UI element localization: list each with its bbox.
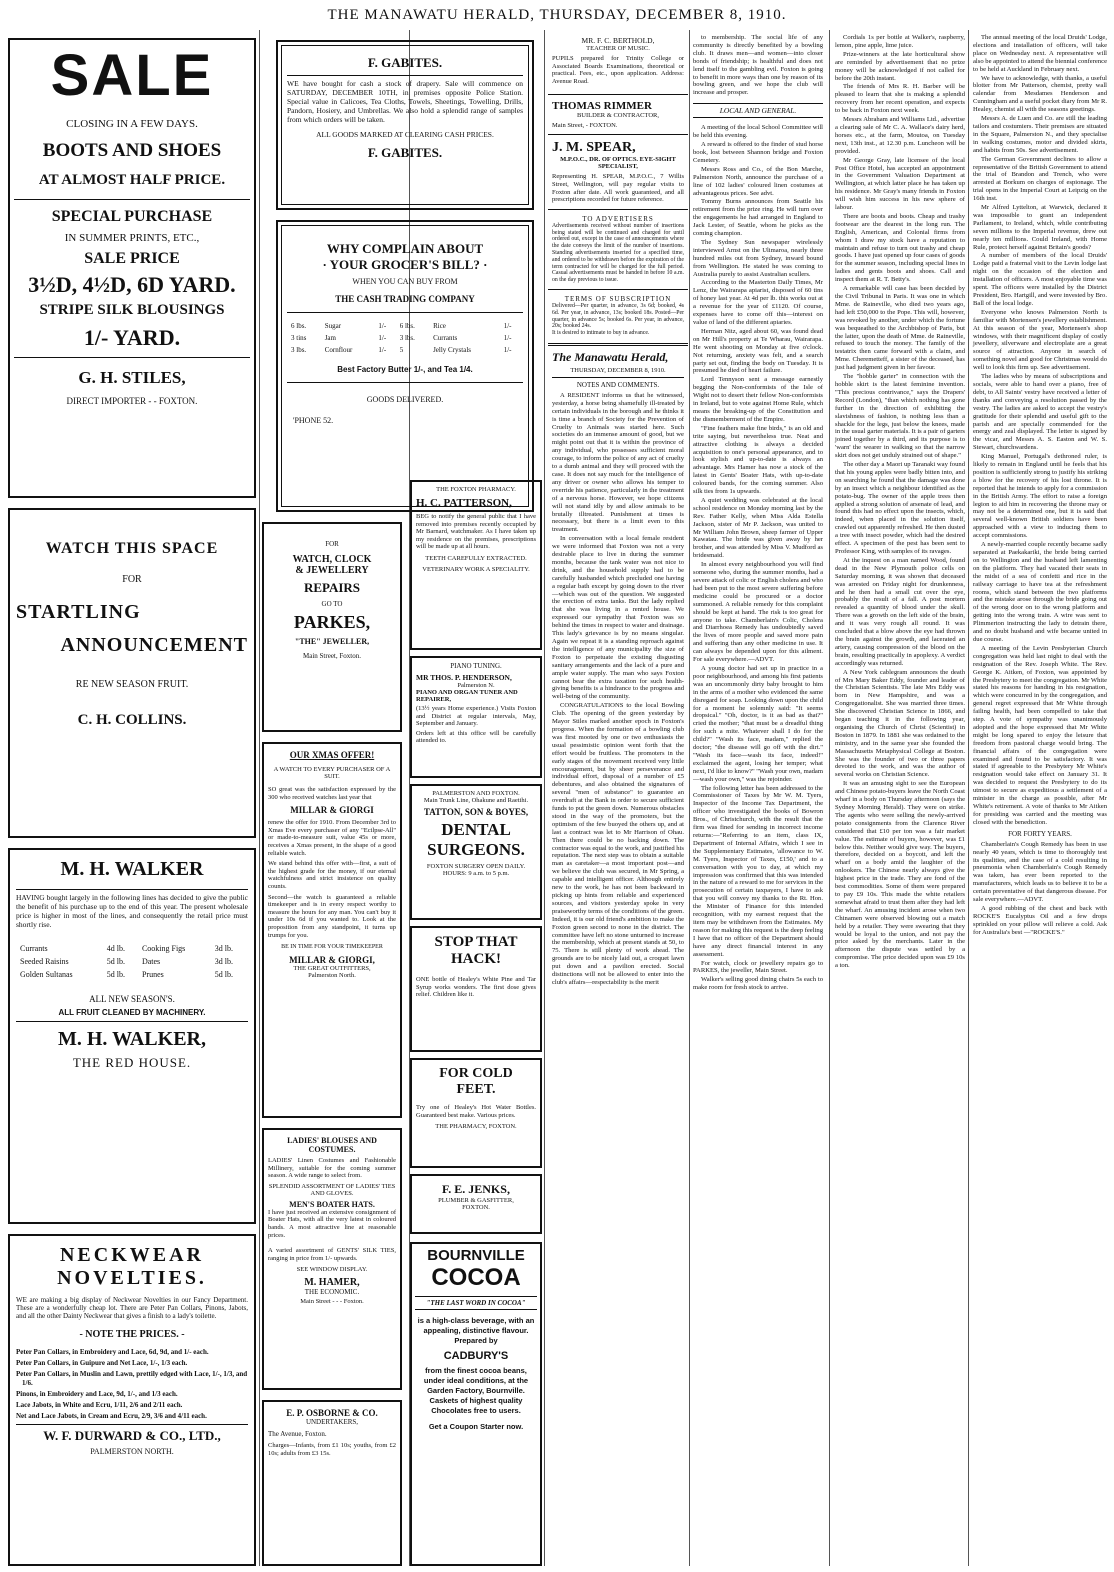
dateline: THURSDAY, DECEMBER 8, 1910. [570, 366, 666, 374]
paragraph: A reward is offered to the finder of stud horse book, lost between Shannon bridge and Foxton Cemetery. [693, 141, 823, 164]
go-to: GO TO [321, 600, 343, 608]
paragraph: to membership. The social life of any community is directly benefited by a bowling club. It draws men—and women—into closer bonds of friendship; is healthful and does not lend itself to the gambling evil. Foxton is going to benefit in more ways than one by reason of its bowling green, and we hope the club will increase and prosper. [693, 34, 823, 97]
dental-name: TATTON, SON & BOYES, [423, 807, 529, 817]
price-cell: 3 tins [291, 334, 307, 342]
column-4 [548, 30, 688, 1566]
paragraph: There are boots and boots. Cheap and trashy footwear are the dearest in the long run. The English, American, and Colonial firms from whom I draw my stock have a reputation to maintain and refuse to turn out trashy and cheap goods. I have just opened up four cases of goods for the summer season, including special lines in ladies and gents boots and shoes. Call and inspect them at R. T. Betty's. [835, 212, 965, 284]
millar-name: MILLAR & GIORGI [290, 805, 374, 816]
osborne-address: The Avenue, Foxton. [268, 1430, 327, 1438]
price-item: Peter Pan Collars, in Embroidery and Lace, 6d, 9d, and 1/- each. [16, 1347, 209, 1356]
shilling-price: 1/- YARD. [83, 325, 181, 350]
paragraph: A good rubbing of the chest and back with ROCKE'S Eucalyptus Oil and a few drops sprinkled on your pillow will relieve a cold. Ask for Australia's best —"ROCKE'S." [973, 904, 1107, 936]
walker-price-table [16, 941, 248, 982]
price-cell: 5d lb. [106, 970, 125, 979]
advertisers-head: TO ADVERTISERS [582, 214, 654, 223]
price-cell: 1/- [378, 322, 387, 330]
price-row [18, 943, 246, 954]
forty-years-body [973, 841, 1107, 937]
paragraph: In conversation with a local female resident we were informed that Foxton was not a very desirable place to live in during the summer months, because the tank water was not nice to drink, and the household supply had to be carefully husbanded which precluded one having a regular bath except by going down to the river—which was out of the question. We suggested the erection of extra tanks. But the lady replied that she was living in a rented house. We expressed our sympathy that Foxton was so behind the times in respect to water and drainage. This lady's grievance is by no means singular. Again we repeat it is a standing reproach against the intelligence of any municipality the size of Foxton to perpetuate the existing disgusting sanitary arrangements and the lack of a pure and ample water supply. The man who says Foxton cannot bear the extra taxation for such health-giving benefits is a hindrance to the progress and well-being of the community. [552, 535, 684, 701]
watch-offer: A WATCH TO EVERY PURCHASER OF A SUIT. [273, 766, 391, 780]
millar-body-1: SO great was the satisfaction expressed by the 300 who received watches last year that [268, 786, 396, 801]
gabites-body: WE have bought for cash a stock of drapery. Sale will commence on SATURDAY, DECEMBER 10TH, in premises opposite Police Station. Special value in Calicoes, Tea Cloths, Towels, Sheetings, Towelling, Drills, Pandorn, Hosiery, and Umbrellas. We also hold a splendid range of samples from which orders will be taken. [287, 79, 523, 124]
price-cell: 3 lbs. [399, 334, 415, 342]
dental-ad [410, 784, 542, 920]
parkes-ad [262, 522, 402, 732]
subscription-head: TERMS OF SUBSCRIPTION [564, 294, 672, 303]
stripe-silk: STRIPE SILK BLOUSINGS [39, 302, 225, 318]
be-in-time: BE IN TIME FOR YOUR TIMEKEEPER [281, 944, 383, 951]
jenks-name: F. E. JENKS, [442, 1182, 510, 1196]
economic: THE ECONOMIC. [304, 1288, 360, 1297]
ties-gloves: SPLENDID ASSORTMENT OF LADIES' TIES AND GLOVES. [268, 1182, 396, 1197]
paragraph: According to the Masterton Daily Times, Mr Lenz, the Wairarapa apiarist, disposed of 60 tins of honey last year. At 4d per lb. this works out at a revenue for the year of £1120. Of course, expenses have to come off this—interest on value of land of the different apiaries. [693, 279, 823, 326]
price-cell: 1/- [378, 346, 387, 354]
all-new: ALL NEW SEASON'S. [89, 994, 175, 1004]
walker-name-2: M. H. WALKER, [58, 1028, 206, 1050]
stiles-sub: DIRECT IMPORTER - - FOXTON. [66, 396, 198, 406]
paragraph: A number of members of the local Druids' Lodge paid a fraternal visit to the Levin lodge last night on the occasion of the election and installation of officers. A most enjoyable time was spent. The officers were installed by the District President, Bro. Hartgill, and were invested by Bro. Ball of the local lodge. [973, 252, 1107, 307]
henderson-place: Palmerston N. [457, 682, 495, 689]
paragraph: A meeting of the local School Committee will be held this evening. [693, 124, 823, 140]
note-prices: - NOTE THE PRICES. - [79, 1328, 185, 1340]
paragraph: At the inquest on a man named Wood, found dead in the New Plymouth police cells on Saturday morning, it was shown that deceased was arrested on Friday night for drunkenness, and he then had a small cut over the eye, probably the result of a fall. A post mortem revealed a quantity of blood under the skull. There was a growth on the left side of the brain, and it was very rough all round. It was concluded that a blow above the eye had thrown the brain against the growth, and lacerated an artery, causing compression of the blood on the brain, resulting practically in apoplexy. A verdict accordingly was returned. [835, 556, 965, 667]
stop-that: STOP THAT [434, 934, 518, 950]
millar-place: Palmerston North. [308, 972, 356, 980]
paragraph: A quiet wedding was celebrated at the local school residence on Monday morning last by the Rev. Father Kelly, when Miss Alda Estella Jackson, sister of Mr P. Jackson, was united to Mr William John Brown, sheep farmer of Upper Kawatau. The bride was given away by her brother, and was attended by Miss V. Mudford as bridesmaid. [693, 496, 823, 560]
paragraph: The Sydney Sun newspaper wirelessly interviewed Arnst on the Ulimaroa, nearly three hundred miles out from Sydney, inward bound from Wellington. He stated he was coming to Australia purely to assist Australian scullers. [693, 238, 823, 278]
osborne-name: E. P. OSBORNE & CO. [286, 1408, 378, 1418]
berthold-ad [548, 30, 688, 91]
hamer-body-2: I have just received an extensive consignment of Boater Hats, with all the very latest in coloured bands. A most attractive line at reasonable prices. [268, 1208, 396, 1239]
paragraph: The German Government declines to allow a representative of the British Government to attend the trial of Brandon and Trench, who were arrested at Borkum on charges of espionage. The trial opens in the Imperial Court at Leipzig on the 16th inst. [973, 155, 1107, 203]
hack-ad [410, 926, 542, 1052]
advertisers-body: Advertisements received without number of insertions being stated will be continued and charged for until ordered out, except in the case of announcements where the date conveys the limit of the number of insertions. Standing advertisements inserted for a specified time, and ordered to be withdrawn before the expiration of the term contracted for will be charged for the full period. Casual advertisements must be handed in before 10 a.m. on the day previous to issue. [552, 222, 684, 284]
cocoa-body-2: from the finest cocoa beans, under ideal conditions, at the Garden Factory, Bournville. Caskets of highest quality Chocolates free to users. [423, 1366, 529, 1415]
walker-name: M. H. WALKER [60, 858, 204, 880]
column-7 [970, 30, 1110, 1566]
osborne-charges: Charges—Infants, from £1 10s; youths, from £2 10s; adults from £3 15s. [268, 1442, 396, 1457]
phone: 'PHONE 52. [293, 416, 334, 425]
piano-tuning: PIANO TUNING. [450, 662, 502, 670]
price-cell: 5d lb. [214, 970, 233, 979]
henderson-orders: Orders left at this office will be carefully attended to. [416, 729, 536, 745]
price-cell: Jam [324, 334, 336, 342]
stiles-ad [8, 38, 256, 498]
paragraph: The following letter has been addressed to the Commissioner of Taxes by Mr W. M. Tyers, Inspector of the Income Tax Department, the officer who investigated the books of Bowron Bros., of Christchurch, with the result that the firm was fined for sending in incorrect income returns:—"Referring to an item, class IX, Department of Internal Affairs, which I see in the Supplementary Estimates, 'allowance to W. M. Tyers, Inspector of Taxes, £150,' and to a conversation with you to day, at which my impression was confirmed that this was intended in the nature of a reward to me for services in the prosecution of certain taxpayers, I have to ask that you will convey my thanks to the Rt. Hon. the Minister of Finance for this intended recognition, with my earnest request that the item may be withdrawn from the Estimates. My reason for making this request is the deep feeling I have that no officer of the Department should have any direct financial interest in any assessment. [693, 784, 823, 958]
price-cell: 6 lbs. [399, 322, 415, 330]
jenks-ad [410, 1174, 542, 1234]
paragraph: Herman Nitz, aged about 60, was found dead on Mr Hill's property at Te Wharau, Wairarapa. He went shooting on Monday at five o'clock. Not returning, anxiety was felt, and a search party set out, finding the body on Tuesday. It is presumed he died of heart failure. [693, 327, 823, 375]
millar-ad [262, 742, 402, 1118]
boater-hats: MEN'S BOATER HATS. [289, 1199, 375, 1209]
paragraph: CONGRATULATIONS to the local Bowling Club. The opening of the green yesterday by Mayor Stiles marked another epoch in Foxton's progress. When the formation of a bowling club was first mooted by one or two enthusiasts the usual pessimistic opinion went forth that the effort would be fruitless. The promoters in the early stages of the movement received very little encouragement, but by sheer perseverance and individual effort, disposal of a number of £5 debentures, and also obtained the signatures of several "men of substance" to guarantee an overdraft at the Bank in order to secure sufficient funds to put the green down. Numerous obstacles stood in the way of the promoters, but the optimism of the few buoyed the others up, and at last a contract was let to Mr Harrison of Ohau. Then there could be no backing down. The contractor was equal to the work, and justified his reputation. The next step was to obtain a suitable man as caretaker—a most important post—and we believe the club was secured, in Mr Spring, a capable and intelligent officer. Although entirely new to the work, he has not been backward in picking up hints from reliable and experienced sources, and visitors yesterday spoke in very praiseworthy terms of the conditions of the green. Indeed, it is our old friend's ambition to make the Foxton green second to none in the district. The committee have left no stone unturned to increase the membership, which at present stands at 50, to 75. There is still plenty of work ahead. The grounds are to be nicely laid out, a croquet lawn put down and a pavilion erected. Social distinctions will not be allowed to enter into the club's affairs—respectability is the merit [552, 702, 684, 986]
column-rule [968, 30, 969, 1566]
jewellery: & JEWELLERY [295, 565, 369, 576]
cold-feet-ad [410, 1058, 542, 1168]
parkes-for: FOR [325, 540, 339, 548]
masthead: THE MANAWATU HERALD, THURSDAY, DECEMBER 8, 1910. [327, 7, 787, 23]
advertisers-notice [548, 213, 688, 286]
henderson-name: MR THOS. P. HENDERSON, [416, 673, 512, 682]
price-item: Peter Pan Collars, in Muslin and Lawn, prettily edged with Lace, 1/-, 1/3, and 1/6. [16, 1369, 248, 1387]
osborne-ad [262, 1400, 402, 1566]
price-cell: 5 [399, 346, 404, 354]
dental-head: PALMERSTON AND FOXTON. [432, 790, 520, 797]
price-cell: 3 lbs. [291, 346, 307, 354]
paragraph: The other day a Maori up Taranaki way found that his young apples were badly bitten into, and on searching he found that the damage was done by an insect which a neighbour identified as the potato-bug. The owner of the apple trees then applied a strong solution of arsenate of lead, and found this had no effect upon the insects, which, indeed, when placed in the solution itself, crawled out apparently refreshed. He then dusted a tree with insect powder, which had the desired effect. A specimen of the pest has been sent to Professor King, with samples of its ravages. [835, 461, 965, 555]
closing-text: CLOSING IN A FEW DAYS. [66, 118, 198, 130]
watch-this-space: WATCH THIS SPACE [45, 540, 219, 557]
when-buy: WHEN YOU CAN BUY FROM [352, 277, 458, 286]
cocoa-ad [410, 1242, 542, 1566]
henderson-body: (13½ years Home experience.) Visits Foxton and District at regular intervals, May, September and January. [416, 705, 536, 728]
cash-trading-company: THE CASH TRADING COMPANY [335, 294, 475, 304]
millar-body-3: We stand behind this offer with—first, a suit of the highest grade for the money, if our eternal watchfulness and strict insistence on quality counts. [268, 860, 396, 890]
paragraph: A RESIDENT informs us that he witnessed, yesterday, a horse being shamefully ill-treated by certain individuals in the borough and he thinks it is time a branch of Society for the Prevention of Cruelty to Animals was started here. Such societies do an immense amount of good, but we might point out that it is within the province of any individual, who possesses sufficient moral courage, to inform the police of any act of cruelty to a dumb animal and they will proceed with the case. It does not say much for the intelligence of any driver or owner who allows his temper to override his patience, particularly in the treatment of a nervous horse. However, we hope citizens will not stand idly by and allow animals to be brutally illtreated. Punishment at times is necessary, but there is a limit even to this treatment. [552, 391, 684, 534]
paragraph: Tommy Burns announces from Seattle his retirement from the prize ring. He will turn over the engagements he had arranged in England to Jack Lester, of Seattle, whom he picks as the coming champion. [693, 198, 823, 238]
butter-tea: Best Factory Butter 1/-, and Tea 1/4. [337, 365, 473, 374]
bournville: BOURNVILLE [427, 1247, 525, 1264]
local-body [693, 124, 823, 992]
boots-heading: BOOTS AND SHOES [42, 140, 222, 161]
column-rule [544, 30, 545, 1566]
cocoa-body: is a high-class beverage, with an appealing, distinctive flavour. Prepared by [417, 1316, 535, 1345]
price-cell: 1/- [503, 346, 512, 354]
millar-body-2: renew the offer for 1910. From December 3rd to Xmas Eve every purchaser of any "Ecilpse-All" or made-to-measure suit, value 45s or more, receives a Xmas present, in the shape of a good reliable watch. [268, 819, 396, 857]
surgery-hours: HOURS: 9 a.m. to 5 p.m. [442, 870, 510, 877]
dental-word: DENTAL [441, 820, 511, 839]
price-cell: 6 lbs. [291, 322, 307, 330]
paragraph: The annual meeting of the local Druids' Lodge, elections and installation of officers, will take place on Wednesday next. A representative will also be appointed to attend the biennial conference to be held at Auckland in February next. [973, 34, 1107, 73]
column-6 [832, 30, 968, 1566]
subscription-notice [548, 293, 688, 339]
price-cell: 1/- [503, 334, 512, 342]
price-cell: 1/- [378, 334, 387, 342]
price-row [18, 969, 246, 980]
coupon: Get a Coupon Starter now. [428, 1422, 524, 1431]
gabites-name-2: F. GABITES. [367, 145, 443, 160]
subscription-body: Delivered—Per quarter, in advance, 3s 6d; booked, 4s 6d. Per year, in advance, 13s; booked 18s. Posted—Per quarter, in advance 5s; booked 6s. Per year, in advance, 20s; booked 24s. [552, 302, 684, 330]
collins-ad [8, 508, 256, 838]
price-cell: 3d lb. [214, 944, 233, 953]
blouses-head: LADIES' BLOUSES AND COSTUMES. [287, 1136, 377, 1154]
announcement-text: ANNOUNCEMENT [60, 634, 248, 656]
dental-sub: Main Trunk Line, Ohakune and Raetihi. [423, 797, 529, 804]
watch-clock: WATCH, CLOCK [292, 554, 372, 565]
subscription-note: It is desired to intimate to buy in advance. [552, 330, 650, 337]
undertakers: UNDERTAKERS, [305, 1418, 359, 1426]
window-display: SEE WINDOW DISPLAY. [296, 1266, 368, 1274]
for-text: FOR [122, 574, 142, 585]
summer-prints: IN SUMMER PRINTS, ETC., [64, 232, 200, 244]
spear-name: J. M. SPEAR, [552, 140, 636, 156]
paragraph: Mr Alfred Lyttelton, at Warwick, declared it was impossible to grant an independent Parliament, to Ireland, which, while contributing seven millions to the Imperial revenue, drew out nearly ten millions. Could Ireland, with Home Rule, protect herself against Britain's goods? [973, 204, 1107, 251]
price-cell: Prunes [141, 970, 164, 979]
paragraph: In almost every neighbourhood you will find someone who, during the summer months, had a severe attack of colic or English cholera and who had been put to the most severe suffering before medicine could be procured or a doctor summoned. A reliable remedy for this complaint should be kept at hand. The risk is too great for anyone to take. Chamberlain's Colic, Cholera and Diarrhoea Remedy has undoubtedly saved the lives of more people and saved more pain and suffering than any other medicine in use. It can always be depended upon for this ailment. For sale everywhere.—ADVT. [693, 561, 823, 664]
surgery-open: FOXTON SURGERY OPEN DAILY. [426, 863, 526, 870]
hack-word: HACK! [451, 951, 501, 967]
rimmer-ad [548, 98, 688, 131]
paragraph: A meeting of the Levin Presbyterian Church congregation was held last night to deal with the resignation of the Rev. Joseph White. The Rev. George K. Aitken, of Foxton, was appointed by the Presbytery to meet the congregation. Mr White stated his reasons for handing in his resignation, which were concurred in by the congregation, and general regret expressed that Mr White through failing health, had been compelled to take that step. A vote of sympathy was unanimously adopted and the hope expressed that Mr White might be long spared to enjoy the leisure that freedom from pastoral charge would bring. The financial affairs of the congregation were examined and found to be satisfactory. It was stated if agreeable to the Presbytery Mr White's resignation would take effect on January 31. It was decided to request the Presbytery to do its utmost to secure as expeditious a settlement of a minister in the charge as possible, after Mr White's retirement. A vote of thanks to Mr Aitken for presiding was carried and the meeting was closed with the benediction. [973, 644, 1107, 826]
pharmacy-head: THE FOXTON PHARMACY. [436, 486, 516, 493]
price-cell: Currants [433, 334, 458, 342]
paragraph: Lord Tennyson sent a message earnestly begging the Non-conformists of the Isle of Wight not to desert their fellow Non-conformists in Ireland, but to vote against Home Rule, which means the breaking-up of the Constitution and the dismemberment of the Empire. [693, 376, 823, 423]
paragraph: For watch, clock or jewellery repairs go to PARKES, the jeweller, Main Street. [693, 959, 823, 975]
red-house: THE RED HOUSE. [72, 1055, 192, 1070]
durward-place: PALMERSTON NORTH. [90, 1446, 174, 1456]
veterinary: VETERINARY WORK A SPECIALITY. [422, 565, 530, 573]
local-heading: LOCAL AND GENERAL. [693, 103, 823, 118]
price-cell: Rice [433, 322, 446, 330]
stiles-name: G. H. STILES, [78, 368, 186, 387]
why-complain: WHY COMPLAIN ABOUT [326, 241, 484, 256]
paragraph: Mr George Gray, late licensee of the local Post Office Hotel, has accepted an appointment in the Government Valuation Department at Wellington, at which latter place he has taken up his residence. Mr Gray's many friends in Foxton will wish him success in his new sphere of labour. [835, 156, 965, 212]
paragraph: A remarkable will case has been decided by the Civil Tribunal in Paris. It was one in which Mme. de Raineville, who died two years ago, had left £50,000 to the Pope. This will, however, was revoked by another, under which the fortune was bequeathed to the Archbishop of Paris, but the latter, upon the death of Mme. de Raineville, refused to touch the money. The family of the testatrix then came forward with a claim, and Mme. Cheremetteff, a sister of the deceased, has just had judgment given in her favour. [835, 285, 965, 372]
goods-delivered: GOODS DELIVERED. [366, 395, 444, 404]
collins-name: C. H. COLLINS. [77, 712, 187, 728]
paragraph: It was an amusing sight to see the European and Chinese potato-buyers leave the North Coast wharf in a body on Thursday afternoon (says the Sydney Morning Herald). They were on strike. The agents who were selling the newly-arrived potato consignments from the Clarence River considered that £10 per ton was a fair market value. The estimate of buyers, however, was £1 below this. Neither would give way. The buyers, therefore, decided on a boycott, and left the wharf on a body amid the laughter of the onlookers. The Chinese nearly always give the highest price in the trade. They are fond of the best commodities. Some of them were prepared to pay £9 10s. This made the white retailers somewhat afraid to trust them after they had left the wharf. An amusing incident arose when two Chinamen were observed blowing out a match held by a retailer. They were swearing that they would be loyal to the union, and not pay the price asked by the merchants. Later in the afternoon the dispute was settled by a compromise. The price decided upon was £9 10s a ton. [835, 780, 965, 970]
price-cell: Golden Sultanas [20, 970, 73, 979]
henderson-ad [410, 656, 542, 778]
rimmer-name: THOMAS RIMMER [552, 100, 652, 113]
nameplate: The Manawatu Herald, [552, 349, 669, 364]
gabites-name: F. GABITES. [367, 55, 443, 70]
price-cell: Cornflour [324, 346, 353, 354]
grocer-bill: · YOUR GROCER'S BILL? · [322, 257, 488, 272]
durward-name: W. F. DURWARD & CO., LTD., [43, 1427, 221, 1443]
startling-text: STARTLING [16, 601, 141, 623]
hamer-ad [262, 1128, 402, 1390]
paragraph: A newly-married couple recently became sadly separated at Paekakariki, the bride being carried on to Wellington and the husband left lamenting on the platform. They had vacated their seats in the midst of a sea of confetti and rice in the railway carriage to have tea at the refreshment rooms, which stand between the two platforms and the mistake arose through the bride going out of the wrong door on to the wrong platform and getting into the wrong train. A wire was sent to Plimmerton instructing the lady to detrain there, and no doubt husband and wife became united in due course. [973, 541, 1107, 643]
berthold-name: MR. F. C. BERTHOLD, [581, 36, 655, 45]
price-cell: Seeded Raisins [20, 957, 69, 966]
paragraph: Prize-winners at the late horticultural show are reminded by advertisement that no prize money will be acknowledged if not called for before the 20th instant. [835, 50, 965, 82]
local-body-3 [973, 34, 1107, 827]
paragraph: Messrs A. de Luen and Co. are still the leading tailors and costumiers. Their premises are situated in the Square, Palmerston N., and they specialise in walking costumes, motor and divided skirts, and habits from 50s. See advertisement. [973, 115, 1107, 154]
spear-sub: M.P.O.C., DR. OF OPTICS. EYE-SIGHT SPECIALIST, [560, 156, 676, 171]
notes-body [552, 392, 684, 987]
local-intro [693, 34, 823, 97]
paragraph: Chamberlain's Cough Remedy has been in use nearly 40 years, which is time to thoroughly test its qualities, and the case of a cold resulting in pneumonia when Chamberlain's Cough Remedy was taken, has ever been reported to the manufacturers, which leads us to believe it to be a certain preventative of that dangerous disease. For sale everywhere.—ADVT. [973, 840, 1107, 904]
paragraph: Walker's selling good dining chairs 5s each to make room for fresh stock to arrive. [693, 976, 823, 992]
parkes-street: Main Street, Foxton. [303, 652, 361, 660]
paragraph: We have to acknowledge, with thanks, a useful blotter from Mr Patterson, chemist, pretty wall calendar from Mesdames Henderson and Cunningham and a useful pocket diary from Mr R. Healey, chemist all with the seasons greetings. [973, 74, 1107, 114]
jenks-place: FOXTON. [462, 1204, 490, 1211]
local-body-2 [835, 34, 965, 970]
novelties-heading: NOVELTIES. [57, 1267, 207, 1289]
price-cell: Cooking Figs [141, 944, 186, 953]
teeth: TEETH CAREFULLY EXTRACTED. [425, 554, 527, 562]
price-cell: Currants [20, 944, 48, 953]
walker-intro: HAVING bought largely in the following lines has decided to give the public the benefit of his purchase up to the end of this year. The present wholesale price is higher in most of the lines, and consequently the retail price must shortly rise. [16, 893, 248, 929]
tuner-title: PIANO AND ORGAN TUNER AND REPAIRER, [416, 689, 518, 703]
notes-heading: NOTES AND COMMENTS. [576, 380, 660, 389]
spear-ad [548, 138, 688, 205]
column-rule [259, 30, 260, 1566]
paragraph: Everyone who knows Palmerston North is familiar with Mortensen's jewellery establishment. At this season of the year, Mortensen's shop windows, with their magnificent display of costly jewellery, silverware and electroplate are a great source of attraction. Anyone in search of something novel and good for Christmas would do well to look this firm up. See advertisement. [973, 308, 1107, 372]
hamer-body-3: A varied assortment of GENTS' SILK TIES, ranging in price from 1/- upwards. [268, 1247, 396, 1262]
repairs: REPAIRS [303, 580, 361, 595]
column-1 [8, 30, 256, 1566]
sale-price-label: SALE PRICE [84, 250, 180, 267]
price-cell: 1/- [503, 322, 512, 330]
paragraph: A young doctor had set up in practice in a poor neighbourhood, and among his first patients was an uncommonly dirty baby brought to him in the arms of a mother who evidenced the same disregard for soap. Looking down upon the child for a moment he solemnly said: "It seems dropsical." "Oh, doctor, is it as bad as that?" cried the mother; "that must be a dreadful thing for such a mite. Whatever shall I do for the child?" "Wash its face, madam," replied the doctor; "the disease will go off with the dirt." "Wash its face—wash its face, indeed!" exclaimed the agent, losing her temper; what next, I'd like to know?" "Wash your own, madam—wash your own," was the rejoinder. [693, 664, 823, 783]
rimmer-street: Main Street, - FOXTON. [552, 122, 618, 130]
outfitters: THE GREAT OUTFITTERS, [293, 965, 371, 973]
last-word: "THE LAST WORD IN COCOA" [415, 1296, 537, 1310]
price-cell: Jelly Crystals [433, 346, 471, 354]
cold-body: Try one of Healey's Hot Water Bottles. Guaranteed best make. Various prices. [416, 1104, 536, 1119]
walker-ad [8, 848, 256, 1224]
cold-sig: THE PHARMACY, FOXTON. [435, 1123, 517, 1131]
cocoa-word: COCOA [431, 1264, 521, 1291]
durward-items [16, 1348, 248, 1421]
hamer-street: Main Street - - - Foxton. [300, 1298, 364, 1306]
fruit-cleaned: ALL FRUIT CLEANED BY MACHINERY. [58, 1008, 206, 1017]
pharmacy-ad [410, 480, 542, 650]
price-item: Lace Jabots, in White and Ecru, 1/11, 2/6 and 2/11 each. [16, 1400, 183, 1409]
millar-name-2: MILLAR & GIORGI, [289, 955, 375, 966]
forty-years-heading: FOR FORTY YEARS. [1008, 829, 1072, 838]
half-price: AT ALMOST HALF PRICE. [38, 172, 226, 188]
surgeons-word: SURGEONS. [427, 840, 525, 859]
plumber: PLUMBER & GASFITTER, [438, 1197, 514, 1204]
spear-body: Representing H. SPEAR, M.P.O.C., 7 Willis Street, Wellington, will pay regular visits to Foxton after date. All work guaranteed, and all prescriptions recorded for future reference. [552, 173, 684, 204]
paragraph: The ladies who by means of subscriptions and socials, were able to hand over a piano, free of debt, to All Saints' vestry have received a letter of thanks and conveying a resolution passed by the vestry. The ladies are asked to accept the vestry's gratitude for their splendid and useful gift to the parish and are specially commended for the energy and zeal displayed. The letter is signed by the vicar, and Messrs A. S. Easton and W. S. Stewart, churchwardens. [973, 373, 1107, 452]
millar-body-4: Second—the watch is guaranteed a reliable timekeeper and is in every respect worthy to measure the hours for any man. You can't buy it under 10s 6d if you wanted to. Look at the proposition from any standpoint, it turns up trumps for you. [268, 893, 396, 939]
patterson-name: H. C. PATTERSON, [416, 497, 512, 509]
paragraph: Cordials 1s per bottle at Walker's, raspberry, lemon, pine apple, lime juice. [835, 34, 965, 49]
durward-ad [8, 1234, 256, 1566]
special-purchase: SPECIAL PURCHASE [51, 208, 213, 225]
column-rule [829, 30, 830, 1566]
price-cell: 3d lb. [214, 957, 233, 966]
paragraph: The "hobble garter" in connection with the hobble skirt is the latest feminine invention. "This precious contrivance," says the Drapers' Record (London), "than which nothing has gone further in the direction of exhibiting the slavishness of fashion, is nothing less than a shackle for the legs, just below the knees, made in the usual garter materials. It is a pair of garters joined together by a third, and its purpose is to 'warn' the wearer in walking so that the narrow skirt does not get unduly strained out of shape." [835, 373, 965, 460]
cadbury: CADBURY'S [443, 1350, 509, 1362]
price-item: Net and Lace Jabots, in Cream and Ecru, 2/9, 3/6 and 4/11 each. [16, 1411, 207, 1420]
paragraph: Messrs Ross and Co., of the Bon Marche, Palmerston North, announce the purchase of a line of 102 ladies' coloured linen costumes at advantageous prices. See advt. [693, 165, 823, 197]
berthold-body: PUPILS prepared for Trinity College or Associated Boards Examinations, theoretical or practical. Fees, etc., upon application. Address: Avenue Road. [552, 55, 684, 85]
berthold-sub: TEACHER OF MUSIC. [586, 45, 650, 52]
price-item: Peter Pan Collars, in Guipure and Net Lace, 1/-, 1/3 each. [16, 1358, 188, 1367]
price-row [18, 956, 246, 967]
price-cell: Sugar [324, 322, 342, 330]
pharmacy-body: BEG to notify the general public that I have removed into premises recently occupied by Mr Barnard, watchmaker. As I have taken up my residence on the premises, prescriptions will be made up at all hours. [416, 513, 536, 551]
hamer-name: M. HAMER, [304, 1277, 360, 1289]
column-5 [690, 30, 826, 1566]
price-cell: 4d lb. [106, 944, 125, 953]
neckwear-heading: NECKWEAR [59, 1244, 204, 1266]
sale-heading: SALE [50, 43, 214, 108]
rimmer-sub: BUILDER & CONTRACTOR, [576, 112, 660, 120]
paragraph: The friends of Mrs R. H. Barber will be pleased to learn that she is making a splendid recovery from her recent operation, and expects to be back in Foxton next week. [835, 83, 965, 115]
feet: FEET. [456, 1082, 496, 1097]
price-item: Pinons, in Embroidery and Lace, 9d, 1/-, and 1/3 each. [16, 1389, 178, 1398]
paragraph: King Manuel, Portugal's dethroned ruler, is likely to remain in England until he feels that his position is sufficiently strong to justify his striking a blow for the recovery of his lost throne. It is reported that he intends to apply for a commission in the British Army. The effort to raise a foreign legion to aid him in recovering the throne may or may not be a determined one, but it is said that several well-known British soldiers have been approached with a view to inducing them to accept commissions. [973, 453, 1107, 540]
hamer-body-1: LADIES' Linen Costumes and Fashionable Millinery, suitable for the coming summer season. A wide range to select from. [268, 1157, 396, 1180]
durward-intro: WE are making a big display of Neckwear Novelties in our Fancy Department. These are a wonderfully cheap lot. There are Peter Pan Collars, Pinons, Jabots, and all the other Dainty Neckwear that gives a finish to a lady's toilette. [16, 1296, 248, 1321]
paragraph: A New York cablegram announces the death of Mrs Mary Baker Eddy, founder and leader of the Christian Scientists. The late Mrs Eddy was born in New Hampshire, and was a Congregationalist. She was married three times. She discovered Christian Science in 1866, and began teaching it in the following year, organising the Church of Christ (Scientist) in Boston in 1879. In 1881 she was ordained to the ministry, and in the same year she founded the Massachusetts Metaphysical College at Boston. She was the founder of two or three papers devoted to the work, and was the author of several works on Christian Science. [835, 668, 965, 779]
fruit-text: RE NEW SEASON FRUIT. [75, 679, 189, 690]
paragraph: "Fine feathers make fine birds," is an old and trite saying, but nevertheless true. Neat and attractive clothing is always a decided acquisition to one's personal appearance, and to look stylish and up-to-date is always an advantage. Mrs Hamer has now a stock of the latest in Gents' Boater Hats, with up-to-date coloured bands, for the coming summer. Also silk ties from 1s upwards. [693, 424, 823, 496]
parkes-name: PARKES, [293, 612, 371, 632]
for-cold: FOR COLD [439, 1066, 513, 1081]
paragraph: Messrs Abraham and Williams Ltd., advertise a clearing sale of Mr C. A. Wallace's dairy herd, horses etc., at the farm, Moutoa, on Tuesday next, 13th inst., at 12.30 p.m. Luncheon will be provided. [835, 116, 965, 155]
price-cell: 5d lb. [106, 957, 125, 966]
price-cell: Dates [141, 957, 161, 966]
gabites-marked: ALL GOODS MARKED AT CLEARING CASH PRICES. [316, 130, 494, 139]
xmas-offer: OUR XMAS OFFER! [289, 750, 375, 760]
price-list: 3½D, 4½D, 6D YARD. [28, 272, 236, 297]
column-3 [412, 30, 538, 1566]
the-jeweller: "THE" JEWELLER, [294, 637, 370, 646]
hack-body: ONE bottle of Healey's White Pine and Tar Syrup works wonders. The first dose gives relief. Children like it. [416, 976, 536, 999]
